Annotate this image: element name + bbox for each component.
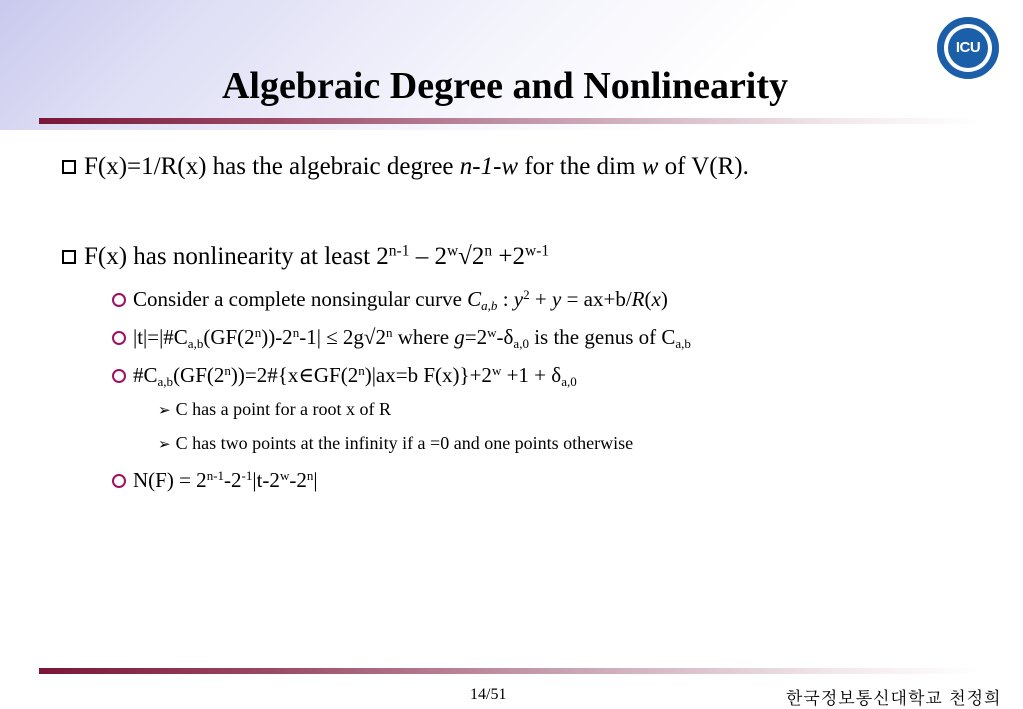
right-arrowhead-icon: ➢ bbox=[158, 437, 171, 453]
text: : bbox=[497, 287, 514, 311]
text: -1| ≤ 2g√2 bbox=[299, 325, 386, 349]
footer-divider bbox=[39, 668, 979, 674]
text: -2 bbox=[289, 468, 307, 492]
text: =2 bbox=[464, 325, 488, 349]
footer-organization: 한국정보통신대학교 천정희 bbox=[786, 689, 1002, 709]
text: + bbox=[529, 287, 552, 311]
text: F(x) has nonlinearity at least 2 bbox=[84, 243, 389, 270]
text: – 2 bbox=[409, 243, 447, 270]
text: (GF(2 bbox=[173, 363, 225, 387]
superscript: n bbox=[292, 324, 300, 340]
superscript: w bbox=[487, 324, 497, 340]
superscript: 2 bbox=[523, 286, 530, 302]
text: +1 + δ bbox=[501, 363, 562, 387]
text: )|ax=b F(x)}+2 bbox=[364, 363, 492, 387]
superscript: n bbox=[254, 324, 262, 340]
text: |t-2 bbox=[252, 468, 280, 492]
hollow-square-icon bbox=[62, 250, 76, 264]
text: g bbox=[454, 325, 465, 349]
subbullet-point-count-bound bbox=[112, 325, 691, 350]
superscript: n bbox=[224, 362, 231, 378]
text: is the genus of C bbox=[528, 325, 676, 349]
logo-text: ICU bbox=[948, 28, 988, 68]
slide-title: Algebraic Degree and Nonlinearity bbox=[221, 65, 789, 107]
subsubbullet-infinity-points bbox=[158, 433, 633, 454]
subscript: a,0 bbox=[561, 373, 577, 389]
text: ))=2#{x∈GF(2 bbox=[230, 363, 359, 387]
subsubbullet-root-point bbox=[158, 399, 391, 420]
hollow-circle-icon bbox=[112, 474, 126, 488]
superscript: n bbox=[358, 362, 365, 378]
text: of V(R). bbox=[658, 153, 749, 180]
bullet-algebraic-degree bbox=[62, 153, 749, 181]
subscript: a,b bbox=[481, 297, 498, 313]
hollow-circle-icon bbox=[112, 331, 126, 345]
title-divider bbox=[39, 118, 979, 124]
superscript: w bbox=[491, 362, 502, 378]
text: |t|=|#C bbox=[133, 325, 188, 349]
text: = ax+b/ bbox=[561, 287, 632, 311]
text: y bbox=[513, 287, 524, 311]
text: for the dim bbox=[518, 153, 642, 180]
subbullet-point-count bbox=[112, 363, 577, 388]
text: #C bbox=[133, 363, 158, 387]
text: | bbox=[313, 468, 318, 492]
text: -δ bbox=[496, 325, 514, 349]
text: w bbox=[641, 153, 659, 180]
text: x bbox=[651, 287, 661, 311]
text: F(x)=1/R(x) has the algebraic degree bbox=[84, 153, 460, 180]
text: C has a point for a root x of R bbox=[175, 399, 392, 419]
superscript: n bbox=[306, 467, 314, 483]
text: n-1-w bbox=[459, 153, 519, 180]
hollow-circle-icon bbox=[112, 293, 126, 307]
superscript: w bbox=[279, 467, 290, 483]
superscript: n-1 bbox=[388, 242, 410, 260]
hollow-square-icon bbox=[62, 160, 76, 174]
right-arrowhead-icon: ➢ bbox=[158, 403, 171, 419]
text: ( bbox=[644, 287, 652, 311]
subscript: a,b bbox=[157, 373, 174, 389]
text: where bbox=[392, 325, 455, 349]
subbullet-nonlinearity-formula bbox=[112, 468, 318, 493]
text: N(F) = 2 bbox=[133, 468, 207, 492]
text: +2 bbox=[492, 243, 526, 270]
superscript: w-1 bbox=[525, 242, 550, 260]
text: R bbox=[631, 287, 645, 311]
bullet-nonlinearity bbox=[62, 243, 549, 271]
text: √2 bbox=[458, 243, 485, 270]
superscript: n bbox=[385, 324, 393, 340]
superscript: n-1 bbox=[206, 467, 225, 483]
text: (GF(2 bbox=[203, 325, 255, 349]
text: ))-2 bbox=[261, 325, 293, 349]
text: -2 bbox=[224, 468, 242, 492]
superscript: -1 bbox=[241, 467, 253, 483]
superscript: w bbox=[446, 242, 459, 260]
page-number: 14/51 bbox=[470, 686, 507, 703]
text: y bbox=[551, 287, 562, 311]
subbullet-curve bbox=[112, 287, 668, 312]
text: C has two points at the infinity if a =0 and one points otherwise bbox=[175, 433, 634, 453]
hollow-circle-icon bbox=[112, 369, 126, 383]
text: C bbox=[467, 287, 482, 311]
superscript: n bbox=[484, 242, 493, 260]
subscript: a,0 bbox=[513, 335, 529, 351]
text: Consider a complete nonsingular curve bbox=[133, 287, 468, 311]
text: ) bbox=[660, 287, 668, 311]
subscript: a,b bbox=[187, 335, 204, 351]
subscript: a,b bbox=[675, 335, 691, 351]
